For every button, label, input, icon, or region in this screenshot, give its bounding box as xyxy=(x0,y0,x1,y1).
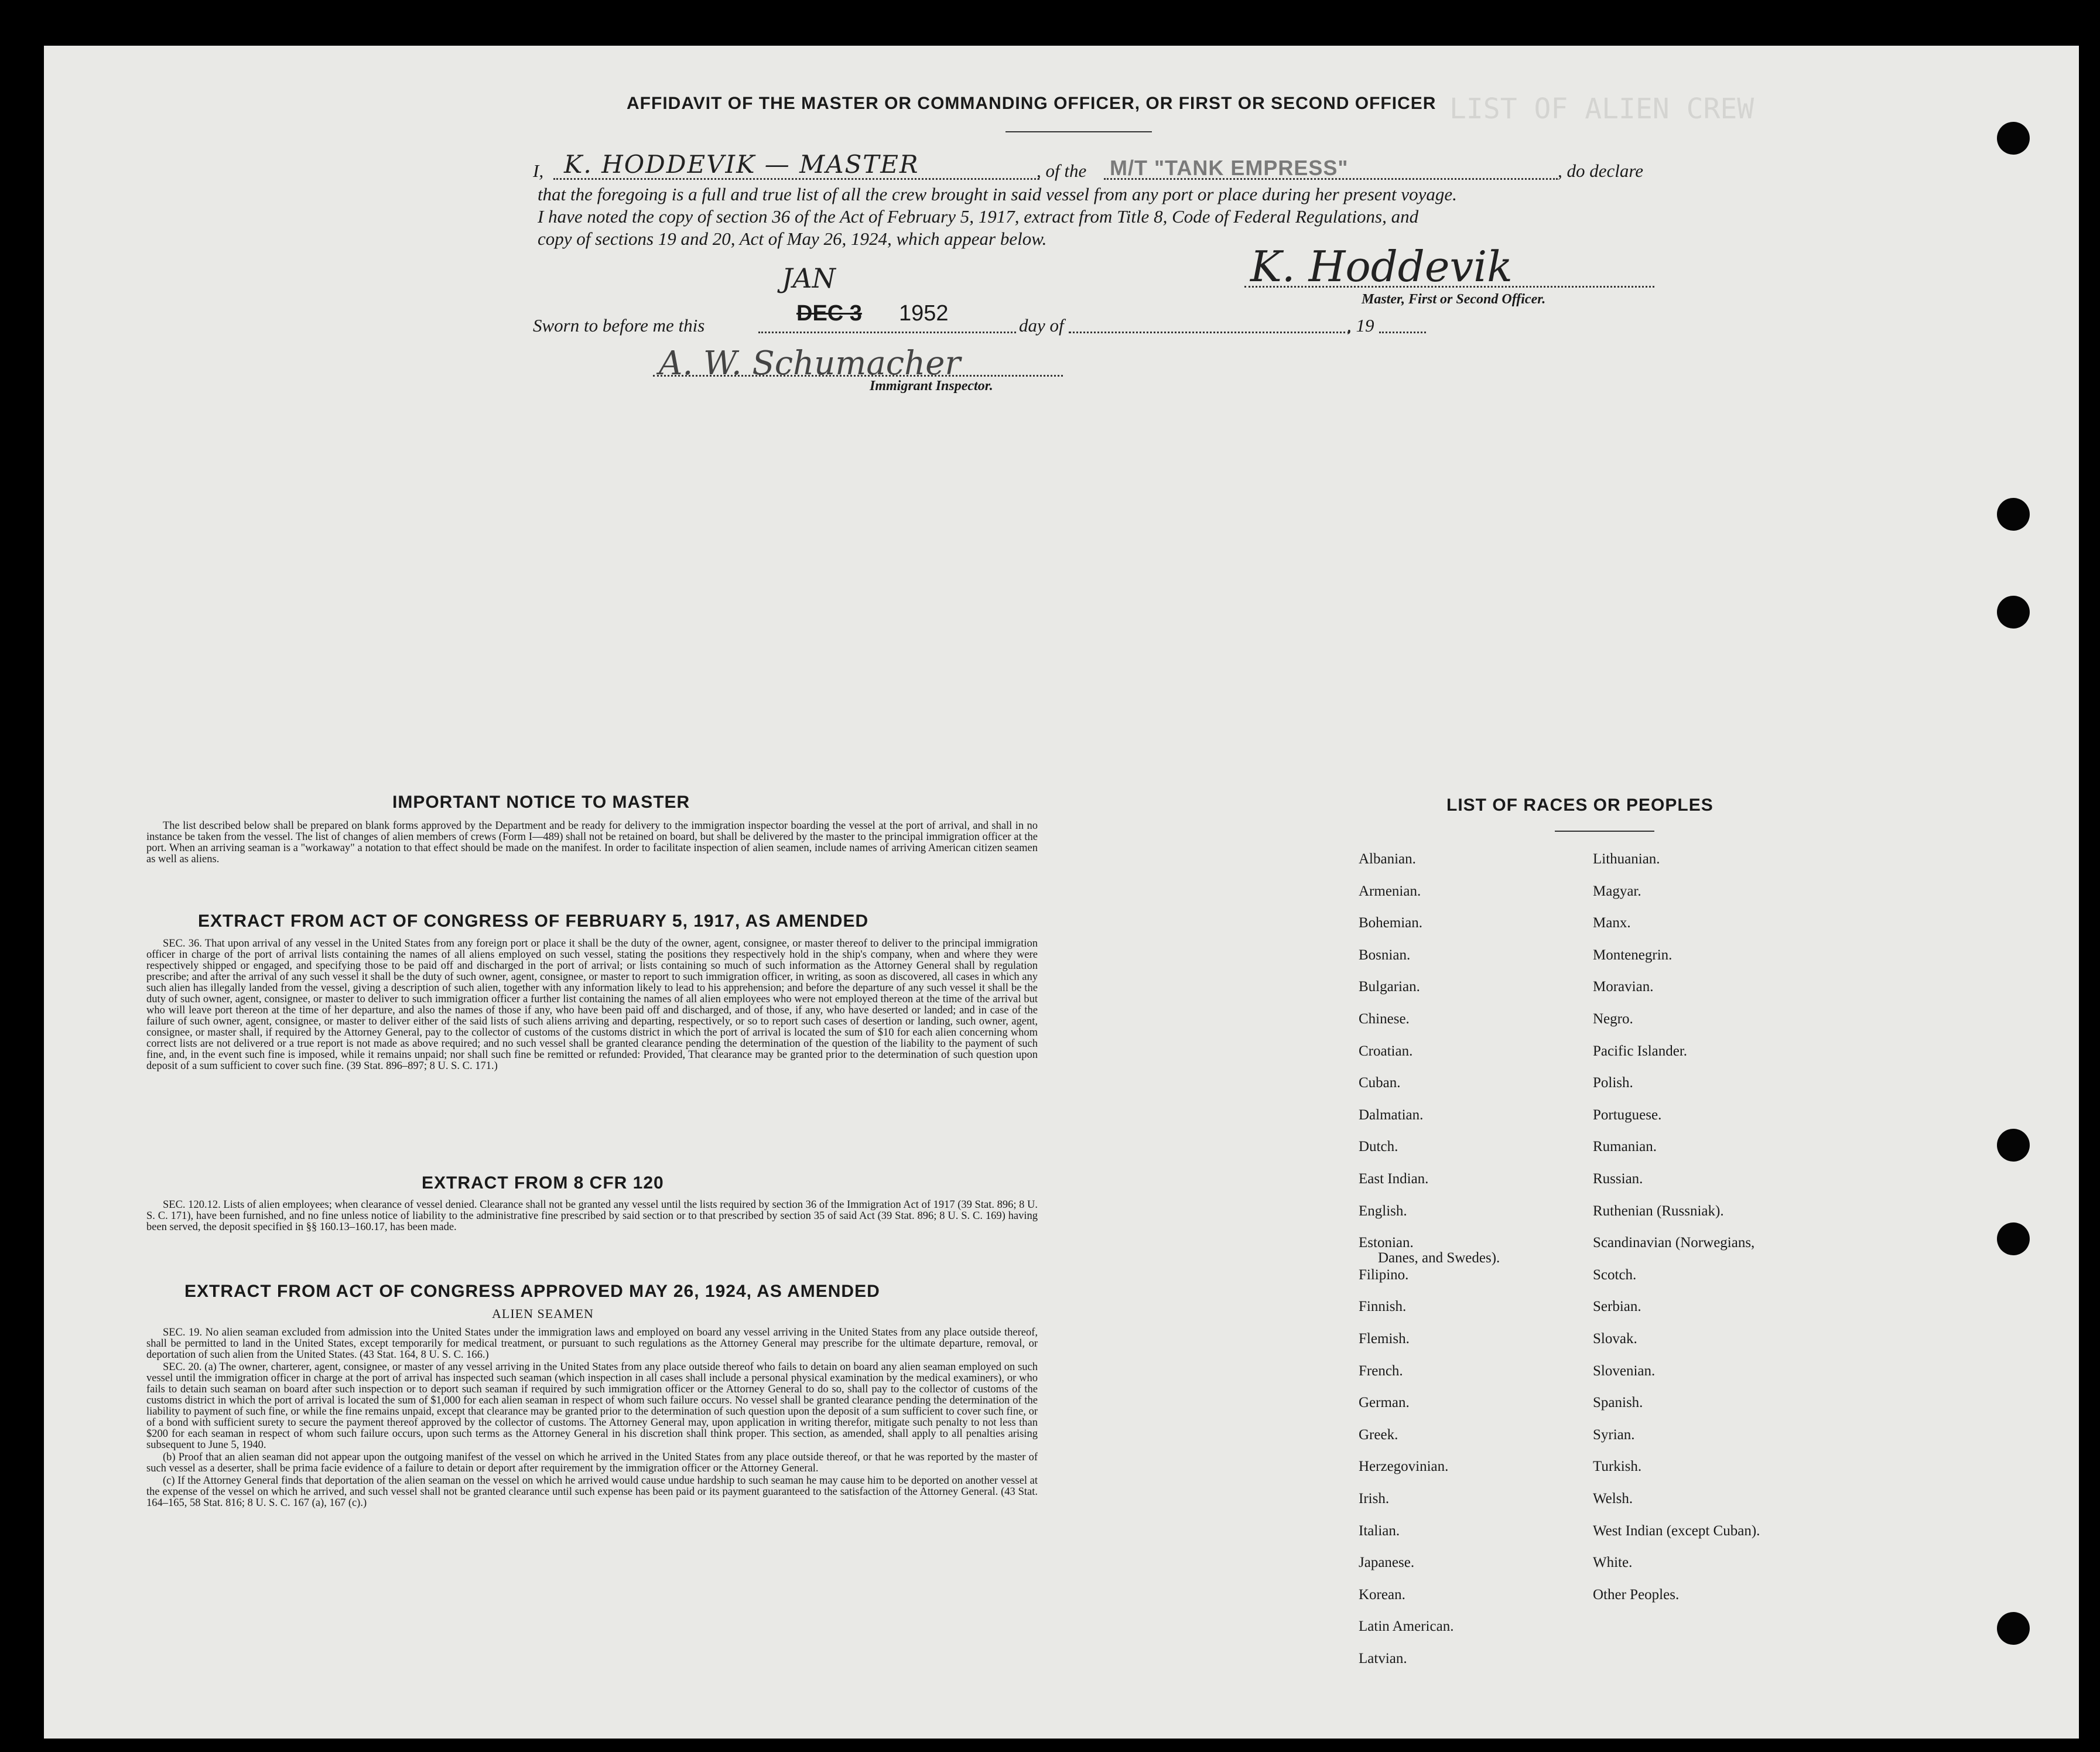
race-item: Slovak. xyxy=(1593,1331,1637,1347)
extract-1924-heading: EXTRACT FROM ACT OF CONGRESS APPROVED MAY 26, 1924, AS AMENDED xyxy=(184,1282,880,1301)
race-item: Latin American. xyxy=(1359,1618,1454,1635)
binder-hole xyxy=(1997,596,2030,629)
month-line xyxy=(1069,332,1350,333)
race-item: Polish. xyxy=(1593,1075,1633,1091)
race-item: Croatian. xyxy=(1359,1043,1413,1059)
race-item: Pacific Islander. xyxy=(1593,1043,1688,1059)
race-item: Chinese. xyxy=(1359,1011,1410,1027)
extract-1924-text xyxy=(146,1327,1038,1510)
declaration-line-3: I have noted the copy of section 36 of the Act of February 5, 1917, extract from Title 8, Code of Federal Regulations, and xyxy=(538,206,1419,227)
race-item: Irish. xyxy=(1359,1491,1390,1507)
races-heading-rule xyxy=(1555,831,1654,832)
heading-rule xyxy=(1005,131,1152,132)
affidavit-heading: AFFIDAVIT OF THE MASTER OR COMMANDING OFFICER, OR FIRST OR SECOND OFFICER xyxy=(627,94,1437,113)
binder-hole xyxy=(1997,1222,2030,1255)
declaration-line-4: copy of sections 19 and 20, Act of May 26, 1924, which appear below. xyxy=(538,228,1047,249)
race-item: Danes, and Swedes). xyxy=(1378,1250,1500,1266)
race-item: Turkish. xyxy=(1593,1459,1642,1475)
year-line xyxy=(1379,332,1426,333)
race-item: East Indian. xyxy=(1359,1171,1429,1187)
race-item: Ruthenian (Russniak). xyxy=(1593,1203,1724,1219)
race-item: Bulgarian. xyxy=(1359,979,1420,995)
binder-hole xyxy=(1997,1612,2030,1645)
race-item: Dalmatian. xyxy=(1359,1106,1424,1123)
race-item: Lithuanian. xyxy=(1593,851,1660,867)
date-stamp-year: 1952 xyxy=(899,301,949,326)
inspector-signature: A. W. Schumacher xyxy=(659,344,961,382)
binder-hole xyxy=(1997,498,2030,531)
race-item: Korean. xyxy=(1359,1586,1405,1603)
race-item: Magyar. xyxy=(1593,883,1641,899)
notice-heading: IMPORTANT NOTICE TO MASTER xyxy=(392,793,690,812)
declaration-line-2: that the foregoing is a full and true list of all the crew brought in said vessel from any port or place during her present voyage. xyxy=(538,184,1457,204)
race-item: French. xyxy=(1359,1362,1403,1379)
race-item: Herzegovinian. xyxy=(1359,1459,1449,1475)
sec120-paragraph: SEC. 120.12. Lists of alien employees; when clearance of vessel denied. Clearance shall not be granted any vessel until the lists required by section 36 of the Immigration Act of 1917 (39 Stat. 896; 8 U. S. C. 171), have been furnished, and no fine unless notice of liability to the administrative fine prescribed by said section or to that prescribed by section 35 of said Act (39 Stat. 896; 8 U. S. C. 169) having been served, the deposit specified in §§ 160.13–160.17, has been made. xyxy=(146,1199,1038,1233)
race-item: Other Peoples. xyxy=(1593,1586,1680,1603)
do-declare-label: , do declare xyxy=(1558,160,1644,181)
race-item: Scandinavian (Norwegians, xyxy=(1593,1235,1755,1251)
race-item: Serbian. xyxy=(1593,1299,1641,1315)
race-item: Italian. xyxy=(1359,1522,1400,1539)
binder-hole xyxy=(1997,122,2030,155)
bleed-through-text: LIST OF ALIEN CREW xyxy=(1449,93,1754,125)
inspector-caption: Immigrant Inspector. xyxy=(870,378,993,394)
inspector-signature-line xyxy=(653,375,1063,377)
race-item: Latvian. xyxy=(1359,1651,1407,1666)
day-line xyxy=(758,332,1016,333)
race-item: Albanian. xyxy=(1359,851,1416,867)
vessel-name-stamp: M/T "TANK EMPRESS" xyxy=(1110,156,1349,180)
master-caption: Master, First or Second Officer. xyxy=(1362,292,1546,307)
vessel-line xyxy=(1104,178,1558,180)
race-item: English. xyxy=(1359,1203,1407,1219)
sec19-paragraph: SEC. 19. No alien seaman excluded from admission into the United States under the immigration laws and employed on board any vessel arriving in the United States from any place outside thereof, shall be permitted to land in the United States, except temporarily for medical treatment, or pursuant to such regulations as the Attorney General may prescribe for the ultimate departure, removal, or deportation of such alien from the United States. (43 Stat. 164, 8 U. S. C. 166.) xyxy=(146,1327,1038,1361)
race-item: Bohemian. xyxy=(1359,915,1423,931)
race-item: Slovenian. xyxy=(1593,1362,1656,1379)
race-item: Filipino. xyxy=(1359,1266,1409,1283)
race-item: Japanese. xyxy=(1359,1555,1415,1571)
extract-8cfr-heading: EXTRACT FROM 8 CFR 120 xyxy=(422,1173,664,1193)
year-prefix: , 19 xyxy=(1347,315,1374,336)
race-item: Moravian. xyxy=(1593,979,1654,995)
sec20c-paragraph: (c) If the Attorney General finds that deportation of the alien seaman on the vessel on which he arrived would cause undue hardship to such seaman he may cause him to be deported on another vessel at the expense of the vessel on which he arrived, and such vessel shall not be granted clearance until such expense has been paid or its payment guaranteed to the satisfaction of the Attorney General. (43 Stat. 164–165, 58 Stat. 816; 8 U. S. C. 167 (a), 167 (c).) xyxy=(146,1475,1038,1509)
extract-1917-text xyxy=(146,938,1038,1073)
alien-seamen-subheading: ALIEN SEAMEN xyxy=(492,1306,594,1321)
notice-paragraph: The list described below shall be prepared on blank forms approved by the Department and be ready for delivery to the immigration inspector boarding the vessel at the port of arrival, and shall in no instance be taken from the vessel. The list of changes of alien members of crews (Form I—489) shall not be retained on board, but shall be delivered by the master to the principal immigration officer at the port. When an arriving seaman is a "workaway" a notation to that effect should be made on the manifest. In order to facilitate inspection of alien seamen, include names of arriving American citizen seamen as well as aliens. xyxy=(146,820,1038,865)
race-item: Negro. xyxy=(1593,1011,1633,1027)
notice-text xyxy=(146,821,1038,866)
stamp-month-handwritten: JAN xyxy=(782,262,836,294)
race-item: Welsh. xyxy=(1593,1491,1633,1507)
race-item: Armenian. xyxy=(1359,883,1421,899)
race-item: Syrian. xyxy=(1593,1426,1635,1443)
race-item: Montenegrin. xyxy=(1593,947,1673,963)
extract-8cfr-text xyxy=(146,1200,1038,1234)
race-item: Finnish. xyxy=(1359,1299,1407,1315)
race-item: Scotch. xyxy=(1593,1266,1637,1283)
race-item: West Indian (except Cuban). xyxy=(1593,1522,1760,1539)
name-line xyxy=(553,178,1039,180)
race-item: Cuban. xyxy=(1359,1075,1401,1091)
race-item: Dutch. xyxy=(1359,1139,1398,1155)
race-item: Rumanian. xyxy=(1593,1139,1657,1155)
master-name-handwritten: K. HODDEVIK — MASTER xyxy=(564,150,919,179)
race-item: Estonian. xyxy=(1359,1235,1414,1251)
master-signature-line xyxy=(1244,286,1654,288)
race-item: Flemish. xyxy=(1359,1331,1410,1347)
sec20a-paragraph: SEC. 20. (a) The owner, charterer, agent, consignee, or master of any vessel arriving in the United States from any place outside thereof who fails to detain on board any alien seaman employed on such vessel until the immigration officer in charge at the port of arrival has inspected such seaman (which inspection in all cases shall include a personal physical examination by the medical examiners), or who fails to detain such seaman on board after such inspection or to deport such seaman if required by such immigration officer or the Attorney General to do so, shall pay to the collector of customs of the customs district in which the port of arrival is located the sum of $1,000 for each alien seaman in respect of whom such failure occurs. No vessel shall be granted clearance pending the determination of the liability to payment of such fine, or while the fine remains unpaid, except that clearance may be granted prior to the determination of such question upon the deposit of a sum sufficient to cover such fine, or of a bond with sufficient surety to secure the payment thereof approved by the collector of customs. The Attorney General may, upon application in writing therefor, mitigate such penalty to not less than $200 for each seaman in respect of whom such failure occurs, upon such terms as the Attorney General in his discretion shall think proper. This section, as amended, shall apply to all penalties arising subsequent to June 5, 1940. xyxy=(146,1361,1038,1451)
master-signature: K. Hoddevik xyxy=(1250,242,1513,291)
race-item: Portuguese. xyxy=(1593,1106,1662,1123)
day-of-label: day of xyxy=(1019,315,1064,336)
race-item: Spanish. xyxy=(1593,1395,1643,1411)
sec20b-paragraph: (b) Proof that an alien seaman did not appear upon the outgoing manifest of the vessel on which he arrived in the United States from any place outside thereof, or that he was reported by the master of such vessel as a deserter, shall be prima facie evidence of a failure to detain or deport after requirement by the immigration officer or the Attorney General. xyxy=(146,1452,1038,1474)
race-item: White. xyxy=(1593,1555,1633,1571)
of-the-label: , of the xyxy=(1037,160,1087,181)
extract-1917-heading: EXTRACT FROM ACT OF CONGRESS OF FEBRUARY 5, 1917, AS AMENDED xyxy=(198,911,869,931)
document-page xyxy=(44,46,2079,1739)
races-heading: LIST OF RACES OR PEOPLES xyxy=(1446,795,1713,815)
date-stamp: DEC 3 xyxy=(796,301,862,326)
race-item: Bosnian. xyxy=(1359,947,1411,963)
race-item: Russian. xyxy=(1593,1171,1643,1187)
i-label: I, xyxy=(533,160,544,181)
race-item: German. xyxy=(1359,1395,1410,1411)
binder-hole xyxy=(1997,1129,2030,1162)
sworn-label: Sworn to before me this xyxy=(533,315,705,336)
sec36-paragraph: SEC. 36. That upon arrival of any vessel in the United States from any foreign port or place it shall be the duty of the owner, agent, consignee, or master thereof to deliver to the principal immigration officer in charge of the port of arrival lists containing the names of all aliens employed on such vessel, stating the positions they respectively hold in the ship's company, when and where they were respectively shipped or engaged, and specifying those to be paid off and discharged in the port of arrival; or lists containing so much of such information as the Attorney General shall by regulation prescribe; and after the arrival of any such vessel it shall be the duty of such owner, agent, consignee, or master to report to such immigration officer, in writing, as soon as discovered, all cases in which any such alien has illegally landed from the vessel, giving a description of such alien, together with any information likely to lead to his apprehension; and before the departure of any such vessel it shall be the duty of such owner, agent, consignee, or master to deliver to such immigration officer a further list containing the names of all alien employees who were not employed thereon at the time of the arrival but who will leave port thereon at the time of her departure, and also the names of those if any, who have been paid off and discharged, and of those, if any, who have deserted or landed; and in case of the failure of such owner, agent, consignee, or master to deliver either of the said lists of such aliens arriving and departing, respectively, or so to report such cases of desertion or landing, such owner, agent, consignee, or master shall, if required by the Attorney General, pay to the collector of customs of the customs district in which the port of arrival is located the sum of $10 for each alien concerning whom correct lists are not delivered or a true report is not made as above required; and no such vessel shall be granted clearance pending the determination of the question of the liability to the payment of such fine, and, in the event such fine is imposed, while it remains unpaid; nor shall such fine be remitted or refunded: Provided, That clearance may be granted prior to the determination of such question upon deposit of a sum sufficient to cover such fine. (39 Stat. 896–897; 8 U. S. C. 171.) xyxy=(146,938,1038,1072)
race-item: Greek. xyxy=(1359,1426,1398,1443)
race-item: Manx. xyxy=(1593,915,1631,931)
